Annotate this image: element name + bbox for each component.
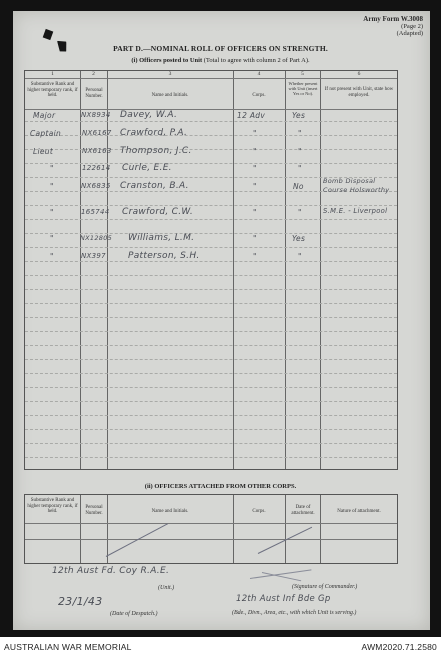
formation-name: 12th Aust Inf Bde Gp: [236, 594, 331, 604]
row-name: Thompson, J.C.: [120, 146, 192, 156]
column-number: 2: [92, 71, 95, 77]
header-rank: Substantive Rank and higher temporary rank, if held.: [27, 498, 78, 515]
row-corps: ": [253, 147, 257, 156]
row-present: No: [293, 182, 304, 191]
row-name: Curle, E.E.: [122, 163, 172, 173]
row-rank: ": [50, 234, 54, 243]
row-name: Patterson, S.H.: [128, 251, 200, 261]
row-rank: Lieut: [33, 147, 54, 156]
header-date: Date of attachment.: [291, 505, 315, 516]
row-present: ": [298, 252, 302, 261]
archive-caption: AUSTRALIAN WAR MEMORIAL: [4, 642, 132, 652]
row-number: NX6167: [82, 129, 112, 137]
column-number: 6: [357, 71, 361, 77]
row-present: ": [298, 129, 302, 138]
row-number: NX8934: [81, 111, 111, 119]
row-number: NX6163: [82, 147, 112, 155]
header-name: Name and Initials.: [151, 509, 189, 514]
row-rank: ": [50, 182, 54, 191]
row-present: ": [298, 208, 302, 217]
unit-label: (Unit.): [158, 585, 175, 591]
row-present: Yes: [292, 234, 306, 243]
header-employment: If not present with Unit, state how employed.: [324, 87, 394, 98]
header-number: Personal Number.: [85, 88, 103, 99]
row-corps: ": [253, 234, 257, 243]
form-number: Army Form W.3008: [363, 15, 423, 23]
column-number: 1: [51, 71, 54, 77]
row-rank: Major: [33, 111, 56, 120]
form-note: (Adapted): [396, 30, 423, 37]
row-rank: ": [50, 208, 54, 217]
section1-title-note: (Total to agree with column 2 of Part A).: [202, 57, 310, 64]
archive-reference: AWM2020.71.2580: [361, 642, 437, 652]
row-number: NX12805: [80, 234, 113, 242]
officers-posted-table: [24, 70, 398, 470]
row-rank: ": [50, 164, 54, 173]
part-title: PART D.—NOMINAL ROLL OF OFFICERS ON STRENGTH.: [113, 44, 328, 53]
section1-title-main: (i) Officers posted to Unit: [131, 57, 203, 64]
header-nature: Nature of attachment.: [337, 509, 381, 514]
commander-label: (Signature of Commander.): [292, 584, 358, 590]
row-number: NX6835: [81, 182, 111, 190]
row-name: Crawford, P.A.: [120, 128, 188, 138]
date-label: (Date of Despatch.): [110, 611, 158, 617]
column-number: 3: [168, 71, 172, 77]
header-corps: Corps.: [252, 509, 266, 514]
row-present: Yes: [292, 111, 306, 120]
row-corps: ": [253, 129, 257, 138]
unit-name: 12th Aust Fd. Coy R.A.E.: [52, 566, 170, 576]
row-number: 165744: [81, 208, 110, 216]
row-present: ": [298, 147, 302, 156]
section2-title: (ii) OFFICERS ATTACHED FROM OTHER CORPS.: [144, 483, 297, 490]
despatch-date: 23/1/43: [58, 595, 103, 608]
header-number: Personal Number.: [85, 505, 103, 516]
row-number: NX397: [81, 252, 106, 260]
section1-title: [0, 57, 441, 64]
row-corps: ": [253, 182, 257, 191]
row-name: Williams, L.M.: [128, 233, 195, 243]
officers-attached-table: [24, 494, 398, 564]
row-employment: S.M.E. - Liverpool: [323, 207, 388, 215]
row-employment: Bomb Disposal Course Holsworthy: [323, 177, 390, 194]
form-page: (Page 2): [401, 23, 423, 30]
row-number: 122614: [82, 164, 111, 172]
header-rank: Substantive Rank and higher temporary rank, if held.: [27, 82, 78, 99]
row-rank: ": [50, 252, 54, 261]
row-name: Crawford, C.W.: [122, 207, 194, 217]
formation-label: (Bde., Divn., Area, etc., with which Unit is serving.): [232, 610, 357, 616]
row-corps: ": [253, 164, 257, 173]
header-corps: Corps.: [252, 93, 266, 98]
row-rank: Captain: [30, 129, 62, 138]
column-number: 4: [257, 71, 261, 77]
row-present: ": [298, 164, 302, 173]
header-name: Name and Initials.: [151, 93, 189, 98]
row-name: Cranston, B.A.: [120, 181, 189, 191]
row-corps: ": [253, 252, 257, 261]
form-identifier: [363, 16, 423, 37]
row-corps: ": [253, 208, 257, 217]
header-present: Whether present with Unit (insert Yes or No).: [288, 81, 318, 96]
row-name: Davey, W.A.: [120, 110, 178, 120]
column-number: 5: [301, 71, 304, 77]
row-corps: 12 Adv: [237, 111, 266, 120]
